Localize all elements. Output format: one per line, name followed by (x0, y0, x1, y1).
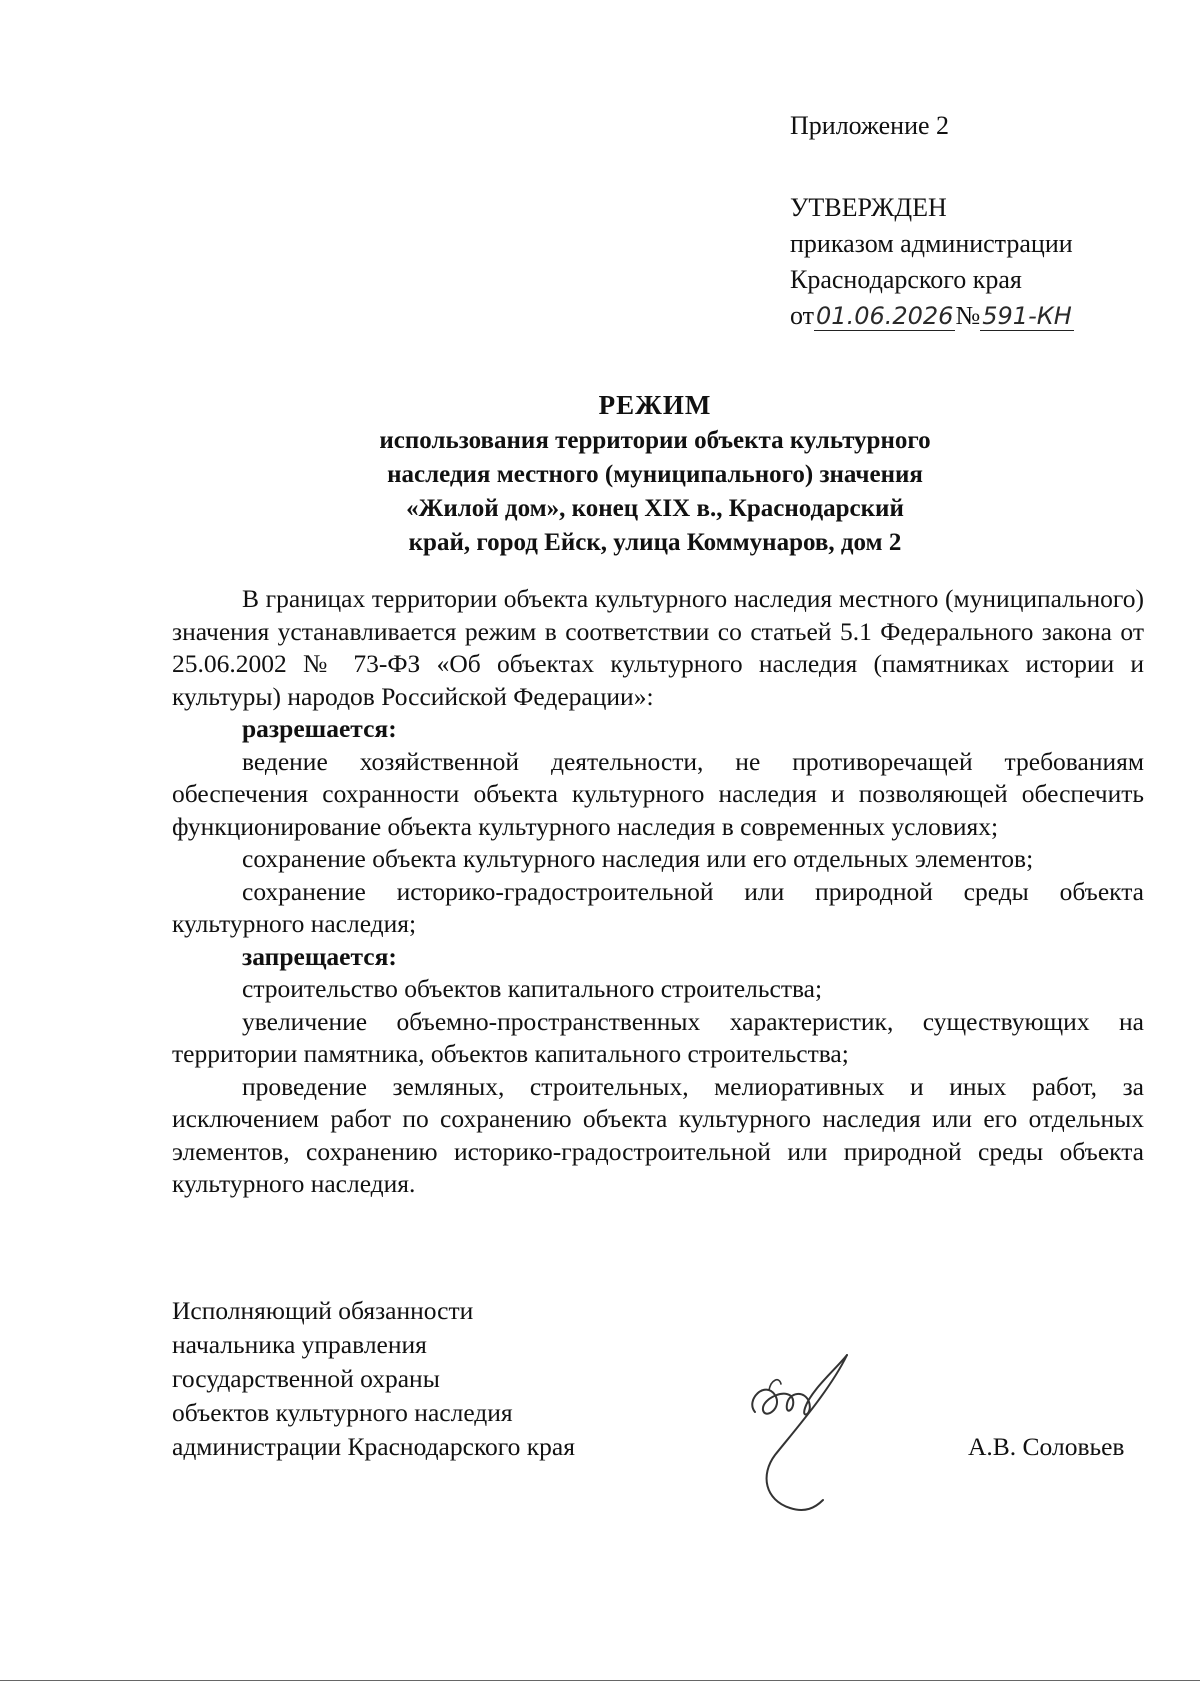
number-label: № (955, 301, 981, 330)
signatory-line-2: начальника управления (172, 1330, 427, 1359)
document-title (170, 388, 1140, 560)
title-line-3: «Жилой дом», конец XIX в., Краснодарский (406, 495, 904, 522)
body-text (172, 583, 1144, 1201)
allowed-item-1: ведение хозяйственной деятельности, не противоречащей требованиям обеспечения сохранности объекта культурного наследия и позволяющей обеспечить функционирование объекта культурного наследия в современных условиях; (172, 746, 1144, 841)
forbidden-item-1: строительство объектов капитального строительства; (242, 974, 823, 1003)
title-line-2: наследия местного (муниципального) значения (387, 461, 923, 488)
order-number: 591-КН (982, 302, 1072, 330)
title-line-1: использования территории объекта культурного (379, 427, 931, 454)
approved-label: УТВЕРЖДЕН (790, 193, 947, 222)
signatory-line-4: объектов культурного наследия (172, 1398, 513, 1427)
signatory-line-1: Исполняющий обязанности (172, 1296, 474, 1325)
appendix-label: Приложение 2 (790, 111, 950, 140)
footer-divider (0, 1680, 1200, 1681)
handwritten-signature (735, 1350, 875, 1520)
forbidden-item-2: увеличение объемно-пространственных характеристик, существующих на территории памятника, объектов капитального строительства; (172, 1006, 1144, 1068)
signatory-name: А.В. Соловьев (968, 1432, 1125, 1461)
intro-paragraph: В границах территории объекта культурного наследия местного (муниципального) значения устанавливается режим в соответствии со статьей 5.1 Федерального закона от 25.06.2002 № 73-ФЗ «Об объектах культурного наследия (памятниках истории и культуры) народов Российской Федерации»: (172, 584, 1144, 711)
approval-block (790, 108, 1074, 334)
allowed-item-3: сохранение историко-градостроительной или природной среды объекта культурного наследия; (172, 876, 1144, 938)
by-order-label: приказом администрации (790, 229, 1073, 258)
title-line-4: край, город Ейск, улица Коммунаров, дом 2 (408, 529, 902, 556)
order-date-number (790, 298, 1074, 334)
title-main: РЕЖИМ (598, 390, 712, 420)
signatory-line-5: администрации Краснодарского края (172, 1432, 575, 1461)
order-date: 01.06.2026 (816, 302, 954, 330)
allowed-item-2: сохранение объекта культурного наследия или его отдельных элементов; (242, 844, 1034, 873)
forbidden-item-3: проведение земляных, строительных, мелиоративных и иных работ, за исключением работ по сохранению объекта культурного наследия или его отдельных элементов, сохранению историко-градостроительной или природной среды объекта культурного наследия. (172, 1071, 1144, 1198)
signatory-position (172, 1294, 575, 1464)
region-label: Краснодарского края (790, 265, 1022, 294)
allowed-heading: разрешается: (242, 714, 397, 743)
signatory-line-3: государственной охраны (172, 1364, 440, 1393)
from-label: от (790, 301, 815, 330)
forbidden-heading: запрещается: (242, 941, 397, 971)
